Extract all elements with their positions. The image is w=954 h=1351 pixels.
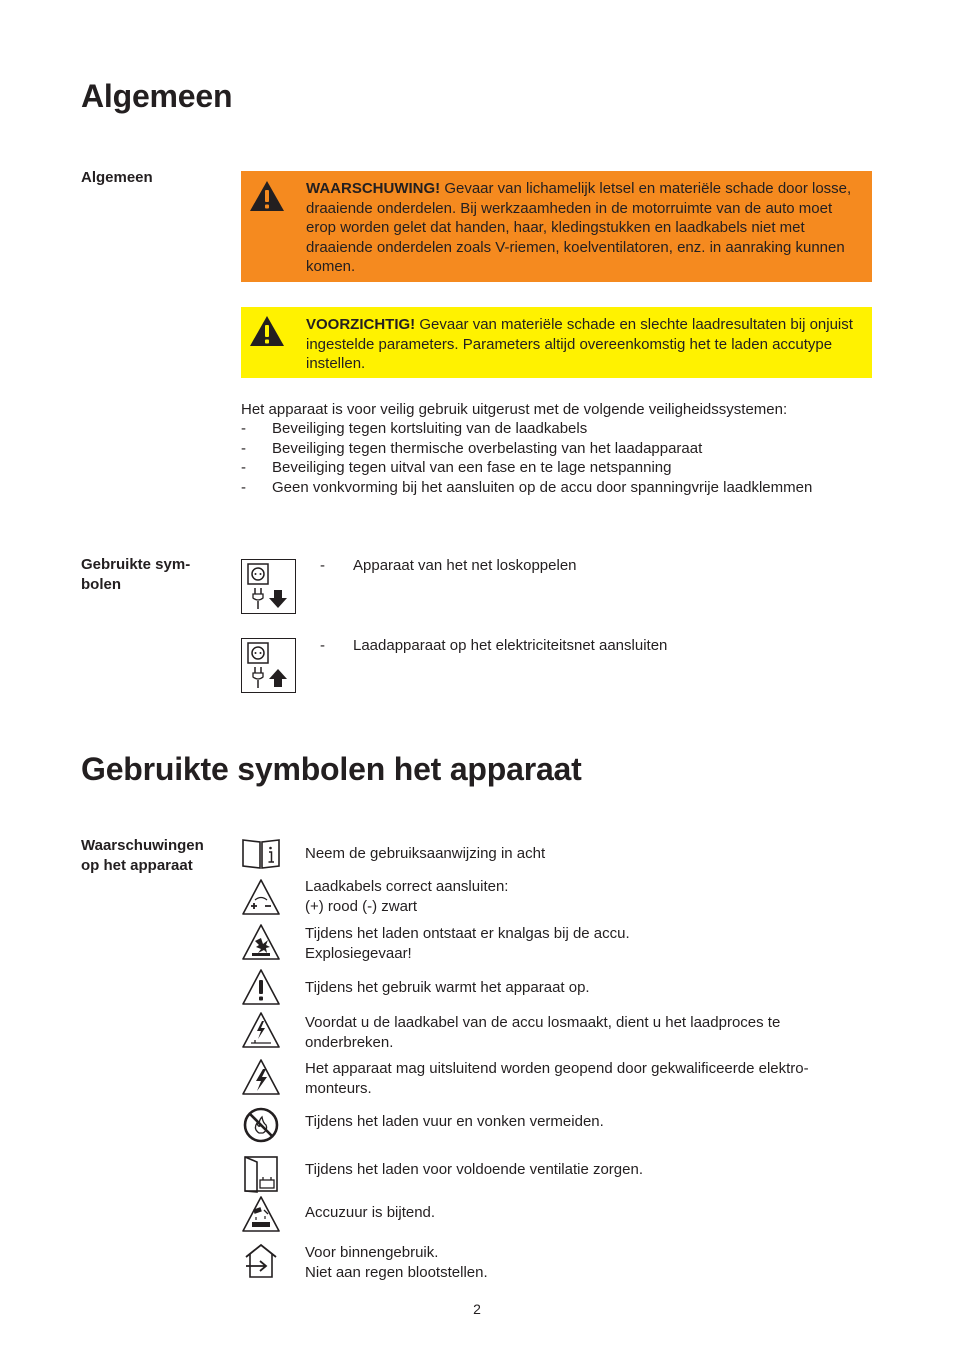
unplug-text: Apparaat van het net loskoppelen — [353, 557, 577, 574]
unplug-symbol — [241, 559, 296, 614]
safety-list: - Beveiliging tegen kortsluiting van de laadkabels - Beveiliging tegen thermische overbelasting van het laadapparaat - Beveiliging tegen uitval van een fase en te lage netspanning - Geen vonkvorming bij het aansluiten op de accu door spanningvrije laadklemmen — [241, 420, 813, 496]
page-number: 2 — [473, 1301, 481, 1317]
caution-text — [306, 315, 864, 374]
polarity-icon — [241, 878, 281, 918]
warning-text — [306, 179, 864, 277]
side-label-device-warnings: Waarschuwingen op het apparaat — [81, 837, 204, 874]
explosion-icon — [241, 923, 281, 963]
plugin-symbol — [241, 638, 296, 693]
section-title: Gebruikte symbolen het apparaat — [81, 751, 582, 787]
warning-item: Voordat u de laadkabel van de accu losmaakt, dient u het laadproces te onderbreken. — [305, 1014, 781, 1051]
caution-triangle-icon — [249, 315, 285, 347]
no-fire-icon — [241, 1105, 281, 1145]
warning-item: Tijdens het laden vuur en vonken vermeiden. — [305, 1113, 604, 1130]
warning-triangle-icon — [249, 180, 285, 212]
manual-icon — [241, 836, 281, 876]
side-label-general: Algemeen — [81, 169, 153, 186]
warning-item: Tijdens het gebruik warmt het apparaat op. — [305, 979, 590, 996]
caution-box — [241, 307, 872, 378]
caution-body: Gevaar van materiële schade en slechte laadresultaten bij onjuist ingestelde parameters. Parameters altijd overeenkomstig het te laden accutype instellen. — [306, 316, 853, 372]
page-title: Algemeen — [81, 78, 233, 114]
side-label-used-symbols: Gebruikte sym- bolen — [81, 556, 191, 593]
unplug-icon — [242, 560, 295, 613]
plugin-dash: - — [320, 637, 325, 654]
unplug-dash: - — [320, 557, 325, 574]
warning-item: Accuzuur is bijtend. — [305, 1204, 436, 1221]
caution-label: VOORZICHTIG! — [306, 316, 416, 333]
disconnect-icon — [241, 1011, 281, 1051]
indoor-icon — [241, 1241, 281, 1281]
warning-item: Tijdens het laden voor voldoende ventilatie zorgen. — [305, 1161, 643, 1178]
safety-intro: Het apparaat is voor veilig gebruik uitgerust met de volgende veiligheidssystemen: — [241, 401, 788, 418]
warning-item: Tijdens het laden ontstaat er knalgas bij de accu. Explosiegevaar! — [305, 925, 630, 962]
corrosive-icon — [241, 1195, 281, 1235]
plugin-text: Laadapparaat op het elektriciteitsnet aansluiten — [353, 637, 668, 654]
electric-icon — [241, 1058, 281, 1098]
warning-item: Neem de gebruiksaanwijzing in acht — [305, 845, 546, 862]
warning-body: Gevaar van lichamelijk letsel en materiële schade door losse, draaiende onderdelen. Bij werkzaamheden in de motorruimte van de auto moet erop worden gelet dat handen, haar, kledingstukken en laadkabels niet met draaiende onderdelen zoals V-riemen, koelventilatoren, enz. in aanraking kunnen komen. — [306, 180, 852, 275]
warning-box — [241, 171, 872, 282]
plugin-icon — [242, 639, 295, 692]
ventilation-icon — [241, 1154, 281, 1194]
exclamation-icon — [241, 968, 281, 1008]
warning-item: Het apparaat mag uitsluitend worden geopend door gekwalificeerde elektro- monteurs. — [305, 1060, 809, 1097]
warning-item: Voor binnengebruik. Niet aan regen blootstellen. — [305, 1244, 488, 1281]
warning-item: Laadkabels correct aansluiten: (+) rood (-) zwart — [305, 878, 509, 915]
warning-label: WAARSCHUWING! — [306, 180, 441, 197]
